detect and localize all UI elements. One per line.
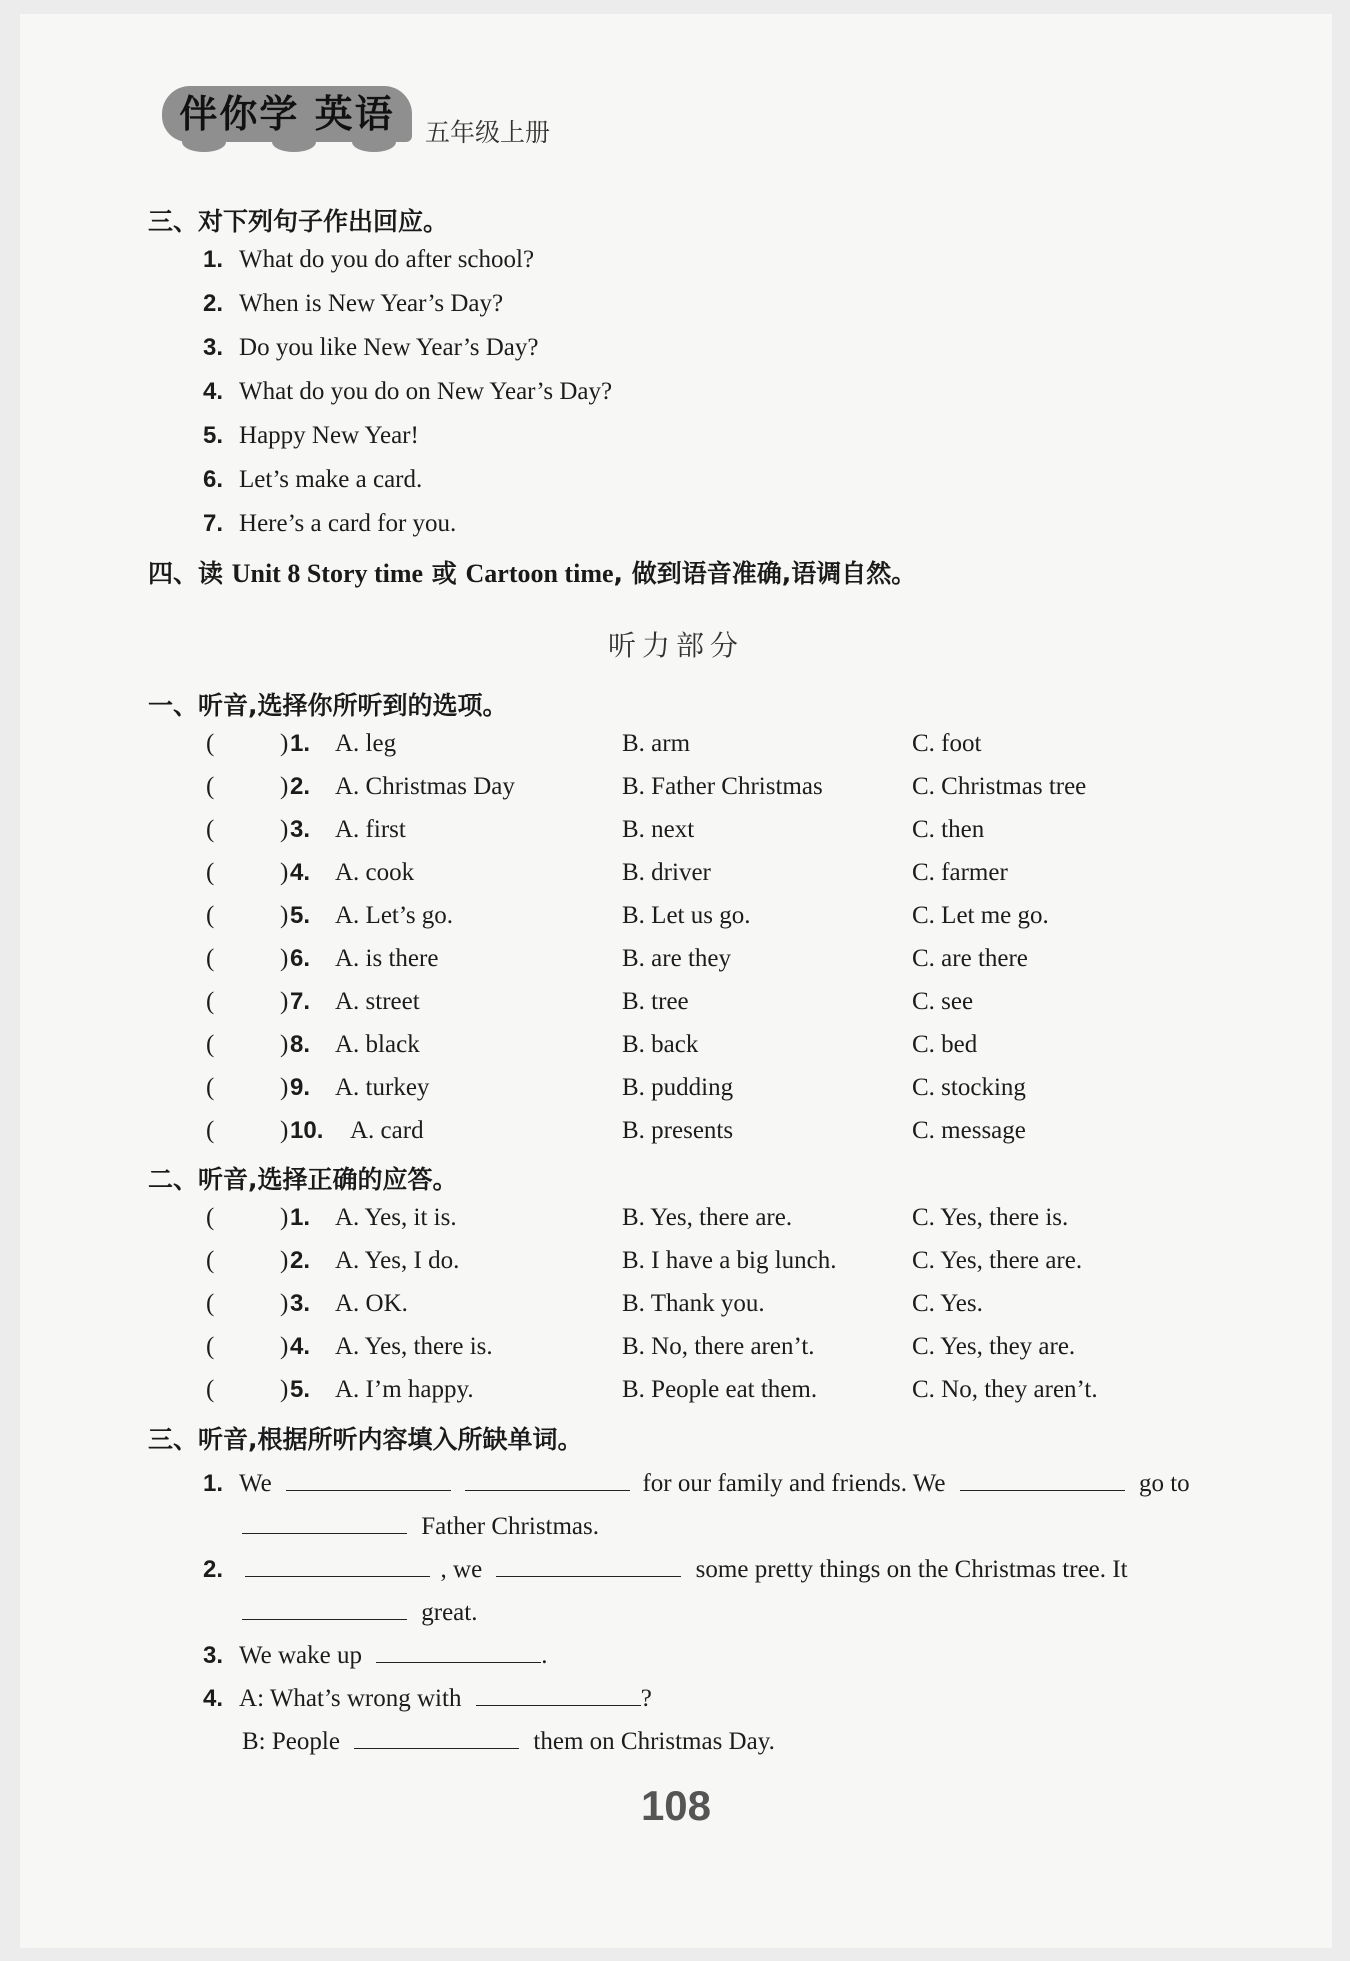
book-title-banner [162,86,412,142]
table-row: ( ) 2. A. Christmas Day B. Father Christmas C. Christmas tree [206,773,1087,800]
list-item: 3. Do you like New Year’s Day? [203,334,539,361]
table-row: ( ) 1. A. Yes, it is. B. Yes, there are. C. Yes, there is. [206,1204,1069,1231]
section-heading-fill-blanks: 三、听音,根据所听内容填入所缺单词。 [148,1425,583,1454]
worksheet-page [20,14,1332,1948]
list-item: 7. Here’s a card for you. [203,510,457,537]
list-item: 4. What do you do on New Year’s Day? [203,378,613,405]
fill-item-4: 4. A: What’s wrong with ? [203,1679,652,1713]
answer-blank[interactable] [476,1679,641,1706]
answer-blank[interactable] [376,1636,541,1663]
list-item: 6. Let’s make a card. [203,466,423,493]
fill-item-2: 2. , we some pretty things on the Christmas tree. It [203,1550,1128,1584]
section-heading-response: 二、听音,选择正确的应答。 [148,1165,458,1194]
table-row: ( ) 3. A. first B. next C. then [206,816,985,843]
answer-blank[interactable] [465,1464,630,1491]
section-heading-respond: 三、对下列句子作出回应。 [148,207,449,236]
answer-blank[interactable] [245,1550,430,1577]
table-row: ( ) 9. A. turkey B. pudding C. stocking [206,1074,1026,1101]
book-title: 伴你学 英语 [179,92,395,136]
list-item: 1. What do you do after school? [203,246,535,273]
table-row: ( ) 6. A. is there B. are they C. are there [206,945,1028,972]
answer-blank[interactable] [242,1593,407,1620]
answer-blank[interactable] [242,1507,407,1534]
table-row: ( ) 8. A. black B. back C. bed [206,1031,978,1058]
table-row: ( ) 7. A. street B. tree C. see [206,988,974,1015]
table-row: ( ) 2. A. Yes, I do. B. I have a big lunch. C. Yes, there are. [206,1247,1083,1274]
section-heading-choose: 一、听音,选择你所听到的选项。 [148,691,508,720]
table-row: ( ) 5. A. Let’s go. B. Let us go. C. Let me go. [206,902,1049,929]
listening-section-title: 听力部分 [607,629,744,662]
grade-subtitle: 五年级上册 [425,118,551,147]
table-row: ( ) 1. A. leg B. arm C. foot [206,730,982,757]
fill-item-1: 1. We for our family and friends. We go to [203,1464,1190,1498]
list-item: 2. When is New Year’s Day? [203,290,504,317]
table-row: ( ) 10. A. card B. presents C. message [206,1117,1026,1144]
section-heading-read: 四、读 Unit 8 Story time 或 Cartoon time, 做到语音准确,语调自然。 [148,559,917,588]
answer-blank[interactable] [960,1464,1125,1491]
answer-blank[interactable] [496,1550,681,1577]
fill-item-1-cont: Father Christmas. [242,1507,599,1541]
fill-item-3: 3. We wake up . [203,1636,547,1670]
table-row: ( ) 5. A. I’m happy. B. People eat them. C. No, they aren’t. [206,1376,1098,1403]
page-number: 108 [640,1782,712,1829]
answer-blank[interactable] [286,1464,451,1491]
list-item: 5. Happy New Year! [203,422,419,449]
fill-item-2-cont: great. [242,1593,477,1627]
table-row: ( ) 4. A. cook B. driver C. farmer [206,859,1008,886]
table-row: ( ) 4. A. Yes, there is. B. No, there aren’t. C. Yes, they are. [206,1333,1076,1360]
fill-item-4-b: B: People them on Christmas Day. [242,1722,775,1756]
answer-blank[interactable] [354,1722,519,1749]
table-row: ( ) 3. A. OK. B. Thank you. C. Yes. [206,1290,983,1317]
